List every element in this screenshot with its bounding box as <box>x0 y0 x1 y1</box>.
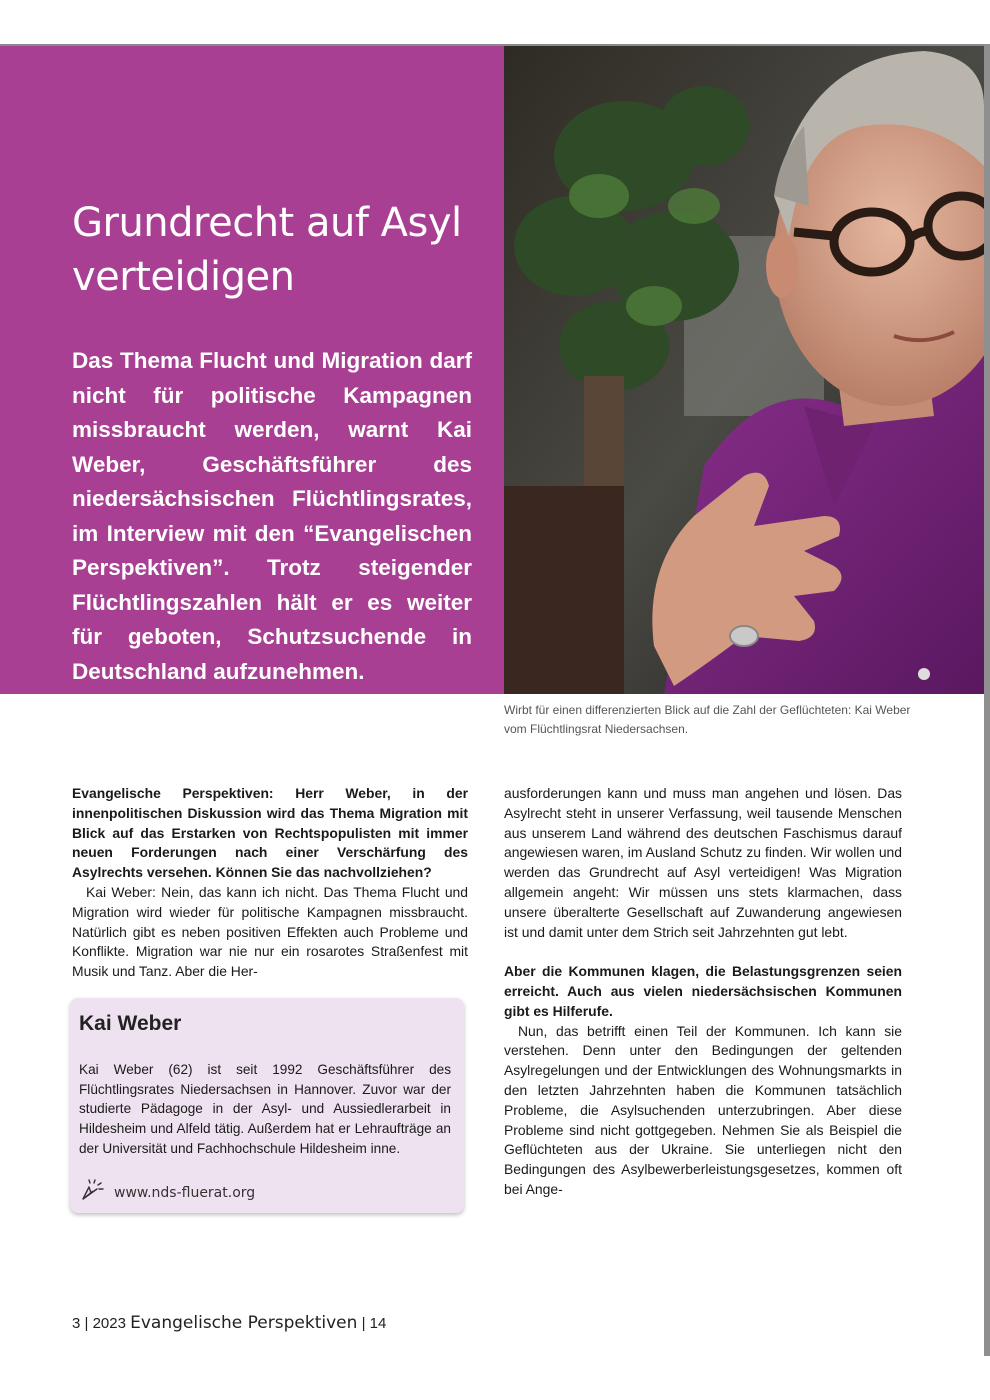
interview-question: Aber die Kommunen klagen, die Belastungsgrenzen seien erreicht. Auch aus vielen niedersächsischen Kommunen gibt es Hilferufe. <box>504 963 902 1019</box>
website-url[interactable]: www.nds-fluerat.org <box>114 1184 256 1201</box>
article-lead: Das Thema Flucht und Migration darf nicht für politische Kampagnen missbraucht werden, warnt Kai Weber, Geschäftsführer des niedersächsischen Flüchtlingsrates, im Interview mit den “Evangelischen Perspektiven”. Trotz steigender Flüchtlingszahlen hält er es weiter für geboten, Schutzsuchende in Deutschland aufzunehmen. <box>72 348 472 684</box>
interview-question: Evangelische Perspektiven: Herr Weber, in der innenpolitischen Diskussion wird das Thema Migration mit Blick auf das Erstarken von Rechtspopulisten mit immer neuen Forderungen nach einer Verschärfung des Asylrechts versehen. Können Sie das nachvollziehen? <box>72 785 468 881</box>
magazine-name: Evangelische Perspektiven <box>130 1313 358 1333</box>
photo-caption: Wirbt für einen differenzierten Blick auf die Zahl der Geflüchteten: Kai Weber vom Flüchtlingsrat Niedersachsen. <box>504 703 911 736</box>
issue-number: 3 | 2023 <box>72 1315 126 1332</box>
interview-answer: Kai Weber: Nein, das kann ich nicht. Das Thema Flucht und Migration wird wieder für politische Kampagnen missbraucht. Natürlich gibt es neben positiven Effekten auch Probleme und Konflikte. Migration war nie nur ein rosarotes Straßenfest mit Musik und Tanz. Aber die Her- <box>72 883 468 980</box>
infobox-title: Kai Weber <box>79 1012 182 1035</box>
cursor-click-icon <box>80 1178 106 1207</box>
page-footer <box>72 1313 386 1333</box>
infobox-text: Kai Weber (62) ist seit 1992 Geschäftsführer des Flüchtlingsrates Niedersachsen in Hannover. Zuvor war der studierte Pädagoge in der Asyl- und Aussiedlerarbeit in Hildesheim und Alfeld tätig. Außerdem hat er Lehraufträge an der Universität und Fachhochschule Hildesheim inne. <box>79 1062 451 1156</box>
article-title: Grundrecht auf Asyl verteidigen <box>72 200 462 300</box>
body-column-left <box>72 784 468 982</box>
page-edge-rule <box>984 44 990 1356</box>
portrait-photo <box>504 46 984 694</box>
interview-answer-continued: ausforderungen kann und muss man angehen und lösen. Das Asylrecht steht in unserer Verfassung, weil tausende Menschen aus unserem Land während des deutschen Faschismus darauf angewiesen waren, im Ausland Schutz zu finden. Wir wollen und werden das Grundrecht auf Asyl verteidigen! Was Migration allgemein angeht: Wir müssen uns stets klarmachen, dass unsere überalterte Gesellschaft auf Zuwanderung angewiesen ist und damit unter dem Strich seit Jahrzehnten gut lebt. <box>504 785 902 940</box>
bio-infobox <box>70 998 464 1213</box>
body-column-right <box>504 784 902 1200</box>
website-link[interactable] <box>80 1178 255 1207</box>
interview-answer: Nun, das betrifft einen Teil der Kommunen. Ich kann sie verstehen. Denn unter den Bedingungen der geltenden Asylregelungen und der Entwicklungen des Wohnungsmarkts in den letzten Jahrzehnten haben die Kommunen tatsächlich Probleme, die Asylsuchenden unterzubringen. Aber diese Probleme sind nicht gottgegeben. Nehmen Sie als Beispiel die Geflüchteten aus der Ukraine. Sie unterliegen nicht den Bedingungen des Asylbewerberleistungsgesetzes, kommen oft bei Ange- <box>504 1022 902 1197</box>
page-number: | 14 <box>361 1315 387 1332</box>
